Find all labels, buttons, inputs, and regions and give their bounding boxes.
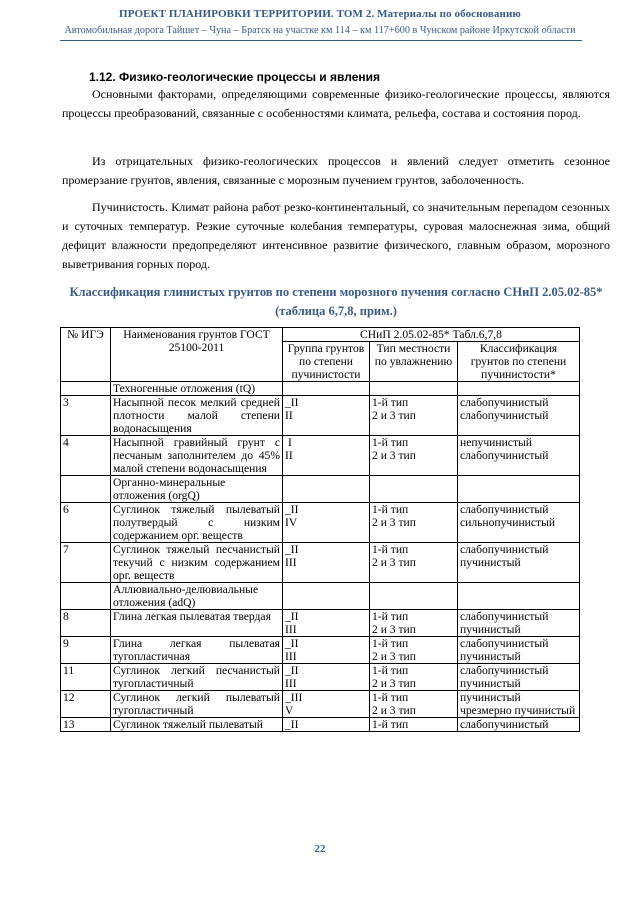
row-group-1: _II (285, 396, 299, 409)
row-class-1: слабопучинистый (460, 637, 549, 650)
row-type-1: 1-й тип (372, 637, 409, 650)
row-group-2: V (285, 704, 294, 717)
row-group-2: III (285, 623, 297, 636)
row-class-1: слабопучинистый (460, 664, 549, 677)
row-group-1: I (288, 436, 292, 449)
header-classification: Классификация грунтов по степени пучинистости* (458, 342, 580, 382)
table-row (61, 691, 580, 718)
document-title: ПРОЕКТ ПЛАНИРОВКИ ТЕРРИТОРИИ. ТОМ 2. Материалы по обоснованию (119, 8, 521, 20)
section-row (61, 382, 580, 396)
table-row (61, 503, 580, 543)
row-type-2: 2 и 3 тип (372, 409, 416, 422)
section-row (61, 583, 580, 610)
row-type-1: 1-й тип (372, 543, 409, 556)
row-type-1: 1-й тип (372, 503, 409, 516)
row-group-2: III (285, 650, 297, 663)
table-row (61, 664, 580, 691)
row-class-2: чрезмерно пучинистый (460, 704, 576, 717)
section-title: 1.12. Физико-геологические процессы и явления (89, 70, 381, 84)
table-row (61, 718, 580, 732)
row-type-1: 1-й тип (372, 718, 409, 731)
table-row (61, 396, 580, 436)
row-num: 13 (61, 718, 111, 732)
row-class-2: сильнопучинистый (460, 516, 556, 529)
row-num: 6 (61, 503, 111, 543)
row-num: 9 (61, 637, 111, 664)
row-num: 7 (61, 543, 111, 583)
row-class-1: непучинистый (460, 436, 533, 449)
document-subtitle: Автомобильная дорога Тайшет – Чуна – Братск на участке км 114 – км 117+600 в Чунском районе Иркутской области (64, 25, 576, 36)
paragraph-2: Из отрицательных физико-геологических процессов и явлений следует отметить сезонное промерзание грунтов, явления, связанные с морозным пучением грунтов, заболоченность. (62, 154, 610, 187)
row-type-1: 1-й тип (372, 436, 409, 449)
table-row (61, 610, 580, 637)
header-num: № ИГЭ (61, 328, 111, 382)
table-row (61, 543, 580, 583)
section-label: Аллювиально-делювиальные отложения (adQ) (111, 583, 283, 610)
row-group-2: III (285, 677, 297, 690)
row-group-1: _III (285, 691, 303, 704)
row-group-1: _II (285, 503, 299, 516)
paragraph-1: Основными факторами, определяющими современные физико-геологические процессы, являются процессы преобразований, связанные с особенностями климата, рельефа, состава и состояния пород. (62, 87, 610, 120)
row-class-2: пучинистый (460, 623, 521, 636)
section-label: Органно-минеральные отложения (orgQ) (111, 476, 283, 503)
row-type-2: 2 и 3 тип (372, 704, 416, 717)
row-group-1: _II (285, 664, 299, 677)
row-class-2: пучинистый (460, 556, 521, 569)
row-class-1: пучинистый (460, 691, 521, 704)
row-type-1: 1-й тип (372, 396, 409, 409)
row-type-2: 2 и 3 тип (372, 677, 416, 690)
section-row (61, 476, 580, 503)
row-type-2: 2 и 3 тип (372, 623, 416, 636)
row-class-1: слабопучинистый (460, 503, 549, 516)
table-caption: Классификация глинистых грунтов по степени морозного пучения согласно СНиП 2.05.02-85* (таблица 6,7,8, прим.) (69, 285, 603, 318)
row-group-1: _II (285, 637, 299, 650)
row-type-1: 1-й тип (372, 610, 409, 623)
row-num: 12 (61, 691, 111, 718)
page-number: 22 (314, 843, 326, 855)
soil-classification-table (60, 327, 580, 732)
row-soil-name: Суглинок тяжелый песчанистый текучий с низким содержанием орг. веществ (111, 543, 283, 583)
row-soil-name: Суглинок тяжелый пылеватый (111, 718, 283, 732)
section-label: Техногенные отложения (tQ) (111, 382, 283, 396)
row-type-1: 1-й тип (372, 691, 409, 704)
row-type-2: 2 и 3 тип (372, 449, 416, 462)
row-type-2: 2 и 3 тип (372, 556, 416, 569)
header-name: Наименования грунтов ГОСТ 25100-2011 (111, 328, 283, 382)
row-soil-name: Глина легкая пылеватая тугопластичная (111, 637, 283, 664)
header-terrain-type: Тип местности по увлажнению (370, 342, 458, 382)
table-row (61, 436, 580, 476)
row-soil-name: Суглинок легкий пылеватый тугопластичный (111, 691, 283, 718)
table-row (61, 637, 580, 664)
row-num: 4 (61, 436, 111, 476)
row-num: 11 (61, 664, 111, 691)
row-group-2: II (285, 409, 293, 422)
row-class-1: слабопучинистый (460, 396, 549, 409)
row-group-1: _II (285, 610, 299, 623)
row-soil-name: Насыпной гравийный грунт с песчаным заполнителем до 45% малой степени водонасыщения (111, 436, 283, 476)
row-group-2: IV (285, 516, 298, 529)
row-soil-name: Суглинок легкий песчанистый тугопластичный (111, 664, 283, 691)
row-type-1: 1-й тип (372, 664, 409, 677)
header-frost-group: Группа грунтов по степени пучинистости (283, 342, 370, 382)
paragraph-3: Пучинистость. Климат района работ резко-континентальный, со значительным перепадом сезонных и суточных температур. Резкие суточные колебания температуры, суровая малоснежная зима, общий дефицит влажности предопределяют интенсивное развитие физического, главным образом, морозного выветривания горных пород. (62, 200, 610, 271)
row-soil-name: Суглинок тяжелый пылеватый полутвердый с низким содержанием орг. веществ (111, 503, 283, 543)
row-group-1: _II (285, 543, 299, 556)
row-class-1: слабопучинистый (460, 718, 549, 731)
table-header-row (61, 328, 580, 342)
row-group-1: _II (285, 718, 299, 731)
row-group-2: III (285, 556, 297, 569)
row-num: 3 (61, 396, 111, 436)
row-group-2: II (285, 449, 293, 462)
row-soil-name: Насыпной песок мелкий средней плотности малой степени водонасыщения (111, 396, 283, 436)
row-num: 8 (61, 610, 111, 637)
row-type-2: 2 и 3 тип (372, 516, 416, 529)
header-divider (60, 40, 582, 41)
header-group: СНиП 2.05.02-85* Табл.6,7,8 (283, 328, 580, 342)
row-soil-name: Глина легкая пылеватая твердая (111, 610, 283, 637)
row-type-2: 2 и 3 тип (372, 650, 416, 663)
row-class-2: слабопучинистый (460, 449, 549, 462)
row-class-1: слабопучинистый (460, 543, 549, 556)
row-class-2: пучинистый (460, 677, 521, 690)
row-class-2: пучинистый (460, 650, 521, 663)
row-class-1: слабопучинистый (460, 610, 549, 623)
row-class-2: слабопучинистый (460, 409, 549, 422)
